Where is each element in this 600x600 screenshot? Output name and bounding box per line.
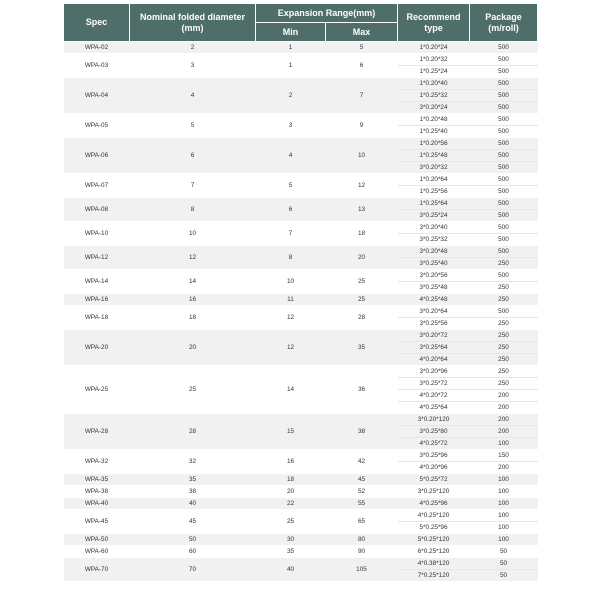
cell-max: 12: [326, 174, 398, 198]
table-row: [64, 246, 538, 258]
cell-recommend-type: 1*0.25*40: [398, 126, 470, 138]
cell-diameter: 25: [130, 366, 256, 414]
cell-spec: WPA-70: [64, 558, 130, 582]
cell-recommend-type: 7*0.25*120: [398, 570, 470, 582]
cell-diameter: 28: [130, 414, 256, 450]
cell-max: 25: [326, 270, 398, 294]
table-row: [64, 270, 538, 282]
cell-recommend-type: 3*0.20*24: [398, 102, 470, 114]
cell-recommend-type: 3*0.20*120: [398, 414, 470, 426]
table-row: [64, 114, 538, 126]
cell-max: 55: [326, 498, 398, 510]
cell-max: 105: [326, 558, 398, 582]
cell-recommend-type: 4*0.25*120: [398, 510, 470, 522]
cell-min: 6: [256, 198, 326, 222]
table-row: [64, 450, 538, 462]
cell-recommend-type: 3*0.25*72: [398, 378, 470, 390]
cell-diameter: 18: [130, 306, 256, 330]
cell-spec: WPA-28: [64, 414, 130, 450]
cell-diameter: 16: [130, 294, 256, 306]
cell-recommend-type: 3*0.20*48: [398, 246, 470, 258]
cell-package: 500: [470, 114, 538, 126]
cell-package: 100: [470, 498, 538, 510]
cell-spec: WPA-12: [64, 246, 130, 270]
cell-recommend-type: 1*0.20*32: [398, 54, 470, 66]
cell-package: 250: [470, 342, 538, 354]
cell-package: 500: [470, 222, 538, 234]
table-row: [64, 498, 538, 510]
cell-recommend-type: 3*0.20*56: [398, 270, 470, 282]
cell-diameter: 5: [130, 114, 256, 138]
table-row: [64, 138, 538, 150]
cell-recommend-type: 1*0.25*48: [398, 150, 470, 162]
table-row: [64, 414, 538, 426]
cell-recommend-type: 1*0.25*24: [398, 66, 470, 78]
cell-min: 12: [256, 306, 326, 330]
cell-spec: WPA-05: [64, 114, 130, 138]
cell-package: 250: [470, 330, 538, 342]
cell-diameter: 4: [130, 78, 256, 114]
cell-min: 14: [256, 366, 326, 414]
cell-spec: WPA-20: [64, 330, 130, 366]
cell-min: 15: [256, 414, 326, 450]
cell-package: 500: [470, 270, 538, 282]
table-row: [64, 330, 538, 342]
cell-min: 12: [256, 330, 326, 366]
cell-max: 80: [326, 534, 398, 546]
cell-diameter: 3: [130, 54, 256, 78]
cell-diameter: 35: [130, 474, 256, 486]
cell-diameter: 7: [130, 174, 256, 198]
cell-min: 22: [256, 498, 326, 510]
cell-package: 500: [470, 150, 538, 162]
table-row: [64, 474, 538, 486]
table-row: [64, 78, 538, 90]
cell-package: 250: [470, 318, 538, 330]
cell-package: 500: [470, 174, 538, 186]
cell-diameter: 12: [130, 246, 256, 270]
cell-spec: WPA-16: [64, 294, 130, 306]
cell-recommend-type: 1*0.25*56: [398, 186, 470, 198]
cell-recommend-type: 3*0.20*72: [398, 330, 470, 342]
cell-max: 7: [326, 78, 398, 114]
cell-spec: WPA-07: [64, 174, 130, 198]
cell-recommend-type: 1*0.20*56: [398, 138, 470, 150]
cell-recommend-type: 3*0.25*40: [398, 258, 470, 270]
cell-package: 100: [470, 522, 538, 534]
table-row: [64, 366, 538, 378]
cell-diameter: 32: [130, 450, 256, 474]
cell-min: 3: [256, 114, 326, 138]
cell-package: 200: [470, 426, 538, 438]
cell-min: 4: [256, 138, 326, 174]
table-body: [64, 42, 538, 582]
cell-recommend-type: 1*0.20*64: [398, 174, 470, 186]
cell-spec: WPA-03: [64, 54, 130, 78]
cell-min: 11: [256, 294, 326, 306]
cell-package: 200: [470, 390, 538, 402]
cell-package: 500: [470, 234, 538, 246]
cell-recommend-type: 3*0.25*48: [398, 282, 470, 294]
cell-max: 25: [326, 294, 398, 306]
table-row: [64, 42, 538, 54]
header-package: Package (m/roll): [470, 4, 538, 42]
table-row: [64, 54, 538, 66]
cell-recommend-type: 1*0.20*24: [398, 42, 470, 54]
cell-max: 20: [326, 246, 398, 270]
cell-recommend-type: 1*0.25*64: [398, 198, 470, 210]
cell-max: 36: [326, 366, 398, 414]
cell-recommend-type: 3*0.25*80: [398, 426, 470, 438]
cell-min: 2: [256, 78, 326, 114]
header-recommend: Recommend type: [398, 4, 470, 42]
cell-spec: WPA-10: [64, 222, 130, 246]
table-row: [64, 486, 538, 498]
cell-spec: WPA-08: [64, 198, 130, 222]
cell-recommend-type: 4*0.20*96: [398, 462, 470, 474]
cell-recommend-type: 3*0.25*64: [398, 342, 470, 354]
cell-max: 13: [326, 198, 398, 222]
cell-package: 100: [470, 534, 538, 546]
cell-diameter: 8: [130, 198, 256, 222]
cell-max: 35: [326, 330, 398, 366]
cell-package: 250: [470, 282, 538, 294]
cell-diameter: 40: [130, 498, 256, 510]
cell-spec: WPA-06: [64, 138, 130, 174]
table-header: [64, 4, 538, 42]
cell-package: 50: [470, 558, 538, 570]
cell-min: 16: [256, 450, 326, 474]
cell-package: 150: [470, 450, 538, 462]
cell-recommend-type: 4*0.20*64: [398, 354, 470, 366]
cell-recommend-type: 4*0.38*120: [398, 558, 470, 570]
cell-max: 9: [326, 114, 398, 138]
cell-recommend-type: 4*0.25*96: [398, 498, 470, 510]
cell-recommend-type: 1*0.20*40: [398, 78, 470, 90]
cell-spec: WPA-40: [64, 498, 130, 510]
cell-package: 500: [470, 138, 538, 150]
cell-spec: WPA-60: [64, 546, 130, 558]
cell-min: 18: [256, 474, 326, 486]
cell-recommend-type: 1*0.25*32: [398, 90, 470, 102]
cell-min: 7: [256, 222, 326, 246]
cell-recommend-type: 1*0.20*48: [398, 114, 470, 126]
cell-diameter: 10: [130, 222, 256, 246]
cell-diameter: 14: [130, 270, 256, 294]
cell-min: 30: [256, 534, 326, 546]
cell-diameter: 2: [130, 42, 256, 54]
cell-max: 6: [326, 54, 398, 78]
cell-recommend-type: 3*0.25*96: [398, 450, 470, 462]
cell-package: 100: [470, 486, 538, 498]
cell-package: 50: [470, 570, 538, 582]
cell-diameter: 20: [130, 330, 256, 366]
cell-package: 100: [470, 510, 538, 522]
cell-package: 200: [470, 414, 538, 426]
cell-package: 500: [470, 210, 538, 222]
cell-package: 100: [470, 474, 538, 486]
cell-recommend-type: 3*0.20*32: [398, 162, 470, 174]
cell-min: 5: [256, 174, 326, 198]
table-row: [64, 306, 538, 318]
cell-package: 500: [470, 246, 538, 258]
cell-max: 5: [326, 42, 398, 54]
header-expansion: Expansion Range(mm): [256, 4, 398, 23]
cell-package: 500: [470, 78, 538, 90]
cell-recommend-type: 5*0.25*96: [398, 522, 470, 534]
cell-min: 40: [256, 558, 326, 582]
cell-recommend-type: 4*0.25*72: [398, 438, 470, 450]
cell-spec: WPA-50: [64, 534, 130, 546]
cell-package: 500: [470, 42, 538, 54]
header-diameter: Nominal folded diameter (mm): [130, 4, 256, 42]
cell-package: 500: [470, 198, 538, 210]
cell-min: 35: [256, 546, 326, 558]
cell-max: 28: [326, 306, 398, 330]
table-row: [64, 198, 538, 210]
cell-max: 18: [326, 222, 398, 246]
cell-spec: WPA-32: [64, 450, 130, 474]
cell-diameter: 45: [130, 510, 256, 534]
cell-spec: WPA-18: [64, 306, 130, 330]
cell-recommend-type: 3*0.20*40: [398, 222, 470, 234]
cell-package: 500: [470, 90, 538, 102]
cell-package: 500: [470, 186, 538, 198]
cell-package: 200: [470, 402, 538, 414]
cell-min: 1: [256, 42, 326, 54]
table-row: [64, 534, 538, 546]
cell-diameter: 6: [130, 138, 256, 174]
cell-diameter: 38: [130, 486, 256, 498]
cell-min: 1: [256, 54, 326, 78]
header-spec: Spec: [64, 4, 130, 42]
cell-recommend-type: 3*0.25*24: [398, 210, 470, 222]
cell-spec: WPA-02: [64, 42, 130, 54]
cell-spec: WPA-38: [64, 486, 130, 498]
cell-recommend-type: 5*0.25*72: [398, 474, 470, 486]
cell-min: 25: [256, 510, 326, 534]
header-min: Min: [256, 23, 326, 42]
cell-package: 250: [470, 378, 538, 390]
cell-spec: WPA-25: [64, 366, 130, 414]
cell-package: 250: [470, 354, 538, 366]
cell-spec: WPA-14: [64, 270, 130, 294]
cell-recommend-type: 3*0.20*96: [398, 366, 470, 378]
cell-min: 20: [256, 486, 326, 498]
cell-recommend-type: 3*0.25*32: [398, 234, 470, 246]
cell-max: 52: [326, 486, 398, 498]
table-row: [64, 294, 538, 306]
table-row: [64, 174, 538, 186]
cell-max: 45: [326, 474, 398, 486]
cell-recommend-type: 4*0.25*48: [398, 294, 470, 306]
cell-package: 250: [470, 258, 538, 270]
cell-package: 500: [470, 66, 538, 78]
cell-recommend-type: 6*0.25*120: [398, 546, 470, 558]
spec-table: [63, 3, 538, 582]
cell-recommend-type: 5*0.25*120: [398, 534, 470, 546]
table-row: [64, 222, 538, 234]
cell-recommend-type: 4*0.20*72: [398, 390, 470, 402]
cell-min: 10: [256, 270, 326, 294]
cell-recommend-type: 3*0.20*64: [398, 306, 470, 318]
cell-diameter: 50: [130, 534, 256, 546]
cell-spec: WPA-04: [64, 78, 130, 114]
cell-recommend-type: 4*0.25*64: [398, 402, 470, 414]
cell-max: 10: [326, 138, 398, 174]
cell-package: 500: [470, 162, 538, 174]
cell-max: 38: [326, 414, 398, 450]
cell-package: 250: [470, 366, 538, 378]
cell-package: 100: [470, 438, 538, 450]
cell-max: 42: [326, 450, 398, 474]
cell-package: 200: [470, 462, 538, 474]
table-row: [64, 546, 538, 558]
table-row: [64, 510, 538, 522]
cell-spec: WPA-45: [64, 510, 130, 534]
cell-package: 500: [470, 54, 538, 66]
cell-min: 8: [256, 246, 326, 270]
cell-package: 500: [470, 306, 538, 318]
header-max: Max: [326, 23, 398, 42]
cell-diameter: 60: [130, 546, 256, 558]
cell-package: 50: [470, 546, 538, 558]
cell-recommend-type: 3*0.25*120: [398, 486, 470, 498]
cell-diameter: 70: [130, 558, 256, 582]
cell-package: 250: [470, 294, 538, 306]
cell-max: 65: [326, 510, 398, 534]
cell-recommend-type: 3*0.25*56: [398, 318, 470, 330]
cell-max: 90: [326, 546, 398, 558]
cell-package: 500: [470, 126, 538, 138]
cell-package: 500: [470, 102, 538, 114]
cell-spec: WPA-35: [64, 474, 130, 486]
table-row: [64, 558, 538, 570]
